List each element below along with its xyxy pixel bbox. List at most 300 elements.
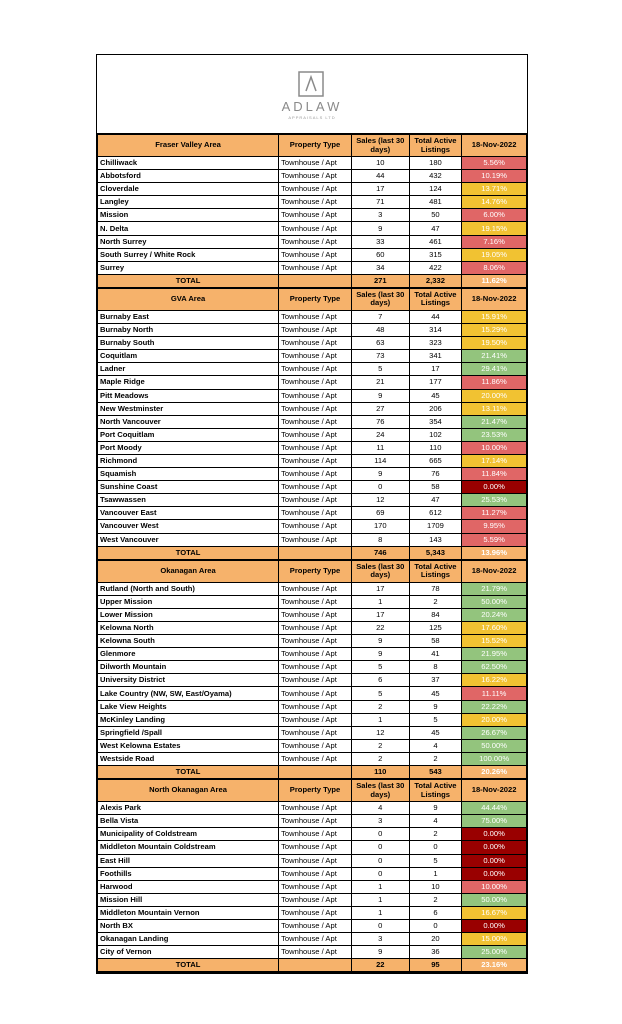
property-type: Townhouse / Apt [279,933,352,946]
sales-ratio: 5.59% [462,533,527,546]
active-listings: 612 [409,507,462,520]
table-row [98,533,527,546]
table-row [98,608,527,621]
table-row [98,261,527,274]
property-type: Townhouse / Apt [279,196,352,209]
area-name: Harwood [98,880,279,893]
sales-count: 9 [351,222,409,235]
sales-ratio: 5.56% [462,157,527,170]
table-row [98,222,527,235]
area-name: Middleton Mountain Vernon [98,906,279,919]
active-listings: 17 [409,363,462,376]
area-name: Alexis Park [98,802,279,815]
area-name: Westside Road [98,752,279,765]
total-listings: 543 [409,766,462,780]
sales-count: 5 [351,687,409,700]
area-name: South Surrey / White Rock [98,248,279,261]
active-listings: 36 [409,946,462,959]
property-type: Townhouse / Apt [279,713,352,726]
property-type: Townhouse / Apt [279,815,352,828]
table-row [98,363,527,376]
property-type: Townhouse / Apt [279,428,352,441]
property-type: Townhouse / Apt [279,906,352,919]
active-listings: 4 [409,739,462,752]
area-name: McKinley Landing [98,713,279,726]
total-sales: 271 [351,274,409,288]
table-row [98,248,527,261]
sales-ratio: 29.41% [462,363,527,376]
active-listings: 177 [409,376,462,389]
sales-count: 6 [351,674,409,687]
table-row [98,815,527,828]
property-type: Townhouse / Apt [279,674,352,687]
sales-count: 10 [351,157,409,170]
sales-count: 5 [351,661,409,674]
table-row [98,802,527,815]
table-row [98,906,527,919]
sales-ratio: 100.00% [462,752,527,765]
area-name: Middleton Mountain Coldstream [98,841,279,854]
property-type: Townhouse / Apt [279,209,352,222]
total-label: TOTAL [98,274,279,288]
property-type: Townhouse / Apt [279,700,352,713]
sales-count: 9 [351,946,409,959]
table-row [98,389,527,402]
active-listings: 8 [409,661,462,674]
property-type-header: Property Type [279,560,352,583]
property-type: Townhouse / Apt [279,310,352,323]
sales-count: 44 [351,170,409,183]
sales-ratio: 0.00% [462,828,527,841]
active-listings: 76 [409,468,462,481]
area-name: Pitt Meadows [98,389,279,402]
table-row [98,468,527,481]
sales-ratio: 50.00% [462,595,527,608]
active-listings: 45 [409,389,462,402]
property-type: Townhouse / Apt [279,183,352,196]
sales-count: 9 [351,648,409,661]
sales-count: 114 [351,454,409,467]
area-name: Abbotsford [98,170,279,183]
sales-count: 17 [351,582,409,595]
area-header: Okanagan Area [98,560,279,583]
property-type: Townhouse / Apt [279,248,352,261]
sales-ratio: 0.00% [462,841,527,854]
property-type: Townhouse / Apt [279,507,352,520]
sales-ratio: 0.00% [462,481,527,494]
sales-ratio: 17.60% [462,622,527,635]
property-type-header: Property Type [279,135,352,157]
area-name: City of Vernon [98,946,279,959]
property-type: Townhouse / Apt [279,726,352,739]
sales-ratio: 19.50% [462,337,527,350]
area-header: GVA Area [98,288,279,311]
property-type-header: Property Type [279,288,352,311]
property-type-header: Property Type [279,779,352,802]
active-listings: 9 [409,802,462,815]
property-type: Townhouse / Apt [279,582,352,595]
active-listings: 314 [409,324,462,337]
total-listings: 95 [409,959,462,973]
total-row [98,959,527,973]
table-row [98,854,527,867]
area-name: Squamish [98,468,279,481]
sales-header: Sales (last 30 days) [351,135,409,157]
sales-ratio: 11.84% [462,468,527,481]
sales-count: 71 [351,196,409,209]
sales-ratio: 50.00% [462,893,527,906]
active-listings: 47 [409,222,462,235]
table-row [98,867,527,880]
ratio-date-header: 18-Nov-2022 [462,779,527,802]
table-row [98,441,527,454]
area-header: Fraser Valley Area [98,135,279,157]
active-listings: 20 [409,933,462,946]
sales-count: 73 [351,350,409,363]
property-type: Townhouse / Apt [279,841,352,854]
table-row [98,454,527,467]
sales-ratio: 10.00% [462,441,527,454]
area-name: Port Coquitlam [98,428,279,441]
active-listings: 0 [409,841,462,854]
property-type: Townhouse / Apt [279,802,352,815]
table-row [98,595,527,608]
sales-count: 22 [351,622,409,635]
property-type: Townhouse / Apt [279,363,352,376]
sales-ratio: 0.00% [462,867,527,880]
property-type: Townhouse / Apt [279,402,352,415]
listings-table-body [98,135,527,973]
table-row [98,893,527,906]
sales-count: 69 [351,507,409,520]
area-name: N. Delta [98,222,279,235]
sales-count: 2 [351,700,409,713]
active-listings: 102 [409,428,462,441]
property-type: Townhouse / Apt [279,324,352,337]
ratio-date-header: 18-Nov-2022 [462,288,527,311]
property-type: Townhouse / Apt [279,337,352,350]
area-name: Lake Country (NW, SW, East/Oyama) [98,687,279,700]
property-type: Townhouse / Apt [279,454,352,467]
area-name: Ladner [98,363,279,376]
table-row [98,739,527,752]
sales-count: 5 [351,363,409,376]
area-name: Vancouver East [98,507,279,520]
table-row [98,841,527,854]
property-type: Townhouse / Apt [279,468,352,481]
property-type: Townhouse / Apt [279,441,352,454]
sales-ratio: 20.24% [462,608,527,621]
section-header-row [98,288,527,311]
table-row [98,494,527,507]
table-row [98,428,527,441]
listings-header: Total Active Listings [409,288,462,311]
active-listings: 58 [409,635,462,648]
active-listings: 2 [409,828,462,841]
active-listings: 110 [409,441,462,454]
property-type: Townhouse / Apt [279,235,352,248]
property-type: Townhouse / Apt [279,867,352,880]
logo-subtitle: APPRAISALS LTD [288,115,336,120]
area-name: Cloverdale [98,183,279,196]
table-row [98,700,527,713]
active-listings: 354 [409,415,462,428]
sales-header: Sales (last 30 days) [351,288,409,311]
sales-count: 0 [351,919,409,932]
area-name: Bella Vista [98,815,279,828]
table-row [98,520,527,533]
property-type: Townhouse / Apt [279,635,352,648]
area-name: Burnaby South [98,337,279,350]
table-row [98,337,527,350]
area-name: North BX [98,919,279,932]
area-name: East Hill [98,854,279,867]
table-row [98,674,527,687]
active-listings: 45 [409,726,462,739]
section-header-row [98,779,527,802]
sales-count: 12 [351,726,409,739]
sales-ratio: 21.47% [462,415,527,428]
property-type: Townhouse / Apt [279,481,352,494]
active-listings: 45 [409,687,462,700]
property-type: Townhouse / Apt [279,350,352,363]
area-name: Springfield /Spall [98,726,279,739]
property-type: Townhouse / Apt [279,157,352,170]
sales-ratio: 20.00% [462,389,527,402]
table-row [98,402,527,415]
area-name: Maple Ridge [98,376,279,389]
table-row [98,582,527,595]
sales-ratio: 25.00% [462,946,527,959]
area-name: Foothills [98,867,279,880]
sales-ratio: 21.41% [462,350,527,363]
active-listings: 1709 [409,520,462,533]
active-listings: 461 [409,235,462,248]
sales-count: 11 [351,441,409,454]
active-listings: 206 [409,402,462,415]
active-listings: 50 [409,209,462,222]
property-type: Townhouse / Apt [279,828,352,841]
listings-table [97,134,527,973]
total-label: TOTAL [98,959,279,973]
table-row [98,828,527,841]
total-sales: 746 [351,546,409,560]
table-row [98,919,527,932]
property-type: Townhouse / Apt [279,893,352,906]
total-ratio: 13.96% [462,546,527,560]
sales-count: 3 [351,933,409,946]
total-spacer [279,959,352,973]
sales-ratio: 15.29% [462,324,527,337]
sales-count: 0 [351,841,409,854]
property-type: Townhouse / Apt [279,648,352,661]
table-row [98,726,527,739]
active-listings: 44 [409,310,462,323]
table-row [98,713,527,726]
sales-ratio: 21.79% [462,582,527,595]
sales-ratio: 16.67% [462,906,527,919]
sales-count: 76 [351,415,409,428]
table-row [98,622,527,635]
area-name: Sunshine Coast [98,481,279,494]
table-row [98,324,527,337]
table-row [98,310,527,323]
active-listings: 323 [409,337,462,350]
property-type: Townhouse / Apt [279,533,352,546]
area-name: Mission Hill [98,893,279,906]
logo-wordmark: ADLAW [281,99,343,114]
table-row [98,170,527,183]
property-type: Townhouse / Apt [279,415,352,428]
area-name: Kelowna South [98,635,279,648]
sales-count: 3 [351,815,409,828]
area-name: Port Moody [98,441,279,454]
ratio-date-header: 18-Nov-2022 [462,135,527,157]
sales-ratio: 9.95% [462,520,527,533]
active-listings: 341 [409,350,462,363]
area-name: Kelowna North [98,622,279,635]
sales-ratio: 26.67% [462,726,527,739]
active-listings: 422 [409,261,462,274]
sales-ratio: 19.05% [462,248,527,261]
total-ratio: 20.26% [462,766,527,780]
sales-count: 9 [351,389,409,402]
section-header-row [98,560,527,583]
total-listings: 2,332 [409,274,462,288]
sales-count: 63 [351,337,409,350]
active-listings: 41 [409,648,462,661]
table-row [98,209,527,222]
property-type: Townhouse / Apt [279,389,352,402]
active-listings: 143 [409,533,462,546]
sales-ratio: 16.22% [462,674,527,687]
table-row [98,157,527,170]
property-type: Townhouse / Apt [279,919,352,932]
listings-header: Total Active Listings [409,135,462,157]
total-listings: 5,343 [409,546,462,560]
sales-count: 170 [351,520,409,533]
sales-count: 34 [351,261,409,274]
sales-ratio: 44.44% [462,802,527,815]
active-listings: 5 [409,713,462,726]
sales-ratio: 0.00% [462,919,527,932]
property-type: Townhouse / Apt [279,222,352,235]
property-type: Townhouse / Apt [279,494,352,507]
property-type: Townhouse / Apt [279,854,352,867]
active-listings: 1 [409,867,462,880]
sales-ratio: 0.00% [462,854,527,867]
property-type: Townhouse / Apt [279,261,352,274]
active-listings: 5 [409,854,462,867]
sales-count: 1 [351,893,409,906]
sales-ratio: 75.00% [462,815,527,828]
property-type: Townhouse / Apt [279,376,352,389]
sales-ratio: 22.22% [462,700,527,713]
total-spacer [279,766,352,780]
total-label: TOTAL [98,546,279,560]
area-name: Okanagan Landing [98,933,279,946]
active-listings: 4 [409,815,462,828]
active-listings: 58 [409,481,462,494]
sales-count: 60 [351,248,409,261]
property-type: Townhouse / Apt [279,880,352,893]
table-row [98,376,527,389]
sales-ratio: 11.11% [462,687,527,700]
sales-ratio: 13.11% [462,402,527,415]
active-listings: 9 [409,700,462,713]
section-header-row [98,135,527,157]
sales-ratio: 15.91% [462,310,527,323]
table-row [98,946,527,959]
sales-ratio: 7.16% [462,235,527,248]
sales-count: 27 [351,402,409,415]
sales-ratio: 11.27% [462,507,527,520]
sales-count: 1 [351,713,409,726]
sales-ratio: 21.95% [462,648,527,661]
table-row [98,415,527,428]
sales-ratio: 10.19% [462,170,527,183]
area-name: Burnaby North [98,324,279,337]
area-header: North Okanagan Area [98,779,279,802]
table-row [98,648,527,661]
area-name: Chilliwack [98,157,279,170]
active-listings: 665 [409,454,462,467]
active-listings: 315 [409,248,462,261]
area-name: Rutland (North and South) [98,582,279,595]
area-name: West Kelowna Estates [98,739,279,752]
sales-count: 1 [351,880,409,893]
sales-count: 17 [351,608,409,621]
total-row [98,274,527,288]
active-listings: 124 [409,183,462,196]
active-listings: 125 [409,622,462,635]
sales-count: 1 [351,595,409,608]
active-listings: 47 [409,494,462,507]
sales-ratio: 23.53% [462,428,527,441]
property-type: Townhouse / Apt [279,520,352,533]
sales-count: 7 [351,310,409,323]
area-name: West Vancouver [98,533,279,546]
market-report-sheet [96,54,528,974]
sales-count: 17 [351,183,409,196]
active-listings: 481 [409,196,462,209]
table-row [98,661,527,674]
sales-ratio: 17.14% [462,454,527,467]
sales-count: 33 [351,235,409,248]
sales-count: 21 [351,376,409,389]
total-sales: 110 [351,766,409,780]
table-row [98,235,527,248]
property-type: Townhouse / Apt [279,946,352,959]
property-type: Townhouse / Apt [279,170,352,183]
area-name: Lake View Heights [98,700,279,713]
total-ratio: 11.62% [462,274,527,288]
property-type: Townhouse / Apt [279,661,352,674]
active-listings: 78 [409,582,462,595]
sales-ratio: 10.00% [462,880,527,893]
area-name: Langley [98,196,279,209]
area-name: Tsawwassen [98,494,279,507]
logo-area [97,55,527,134]
total-ratio: 23.16% [462,959,527,973]
area-name: Surrey [98,261,279,274]
property-type: Townhouse / Apt [279,687,352,700]
property-type: Townhouse / Apt [279,752,352,765]
sales-count: 9 [351,635,409,648]
sales-count: 2 [351,752,409,765]
sales-ratio: 15.00% [462,933,527,946]
sales-ratio: 19.15% [462,222,527,235]
